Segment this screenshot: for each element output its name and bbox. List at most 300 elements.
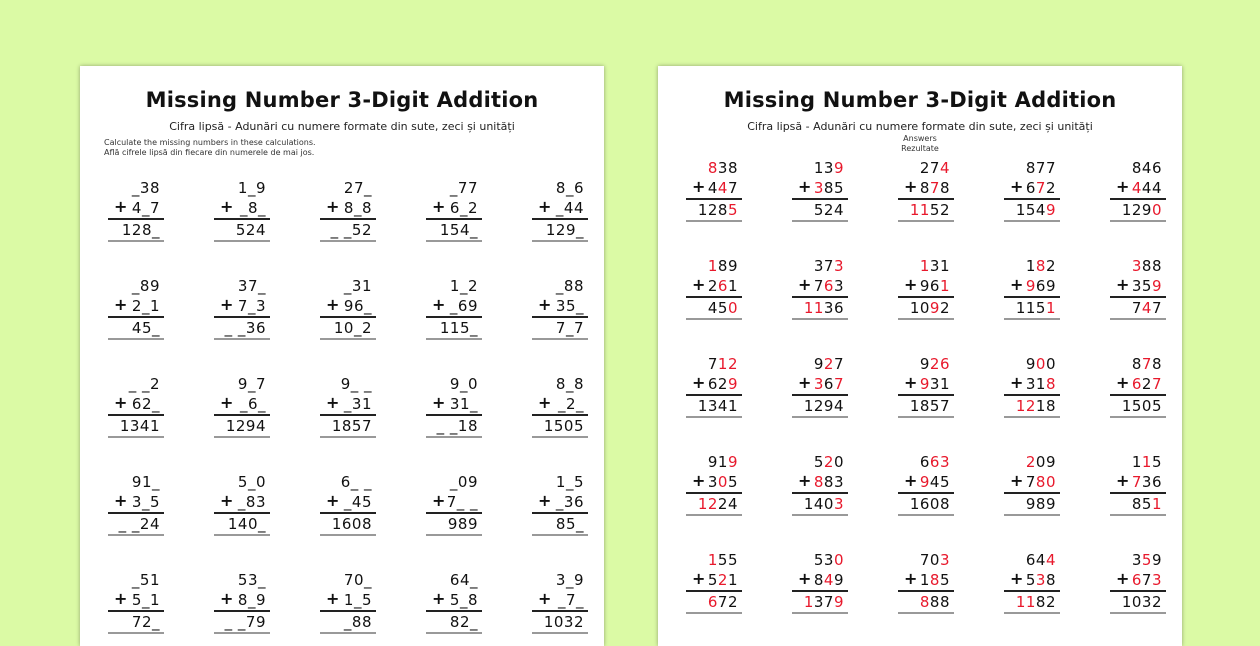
first-addend-value: 5_0 bbox=[237, 473, 266, 491]
first-addend-value: 1_5 bbox=[555, 473, 584, 491]
plus-sign: + bbox=[538, 197, 552, 216]
addition-problem bbox=[792, 256, 848, 320]
sum bbox=[898, 592, 954, 614]
answer-digit: 8 bbox=[813, 473, 824, 491]
first-addend bbox=[1110, 452, 1166, 472]
answer-digit: 4 bbox=[717, 179, 728, 197]
second-addend bbox=[792, 178, 848, 200]
sum-value: 672 bbox=[707, 593, 738, 611]
addition-problem bbox=[108, 276, 164, 340]
answer-digit: 4 bbox=[939, 159, 950, 177]
answer-digit: 1 bbox=[1141, 453, 1152, 471]
sum-value: 154_ bbox=[439, 221, 478, 239]
addition-problem bbox=[426, 472, 482, 536]
plus-sign: + bbox=[220, 491, 234, 510]
addition-problem bbox=[320, 178, 376, 242]
addition-problem bbox=[320, 472, 376, 536]
addition-problem bbox=[686, 256, 742, 320]
addition-problem bbox=[426, 178, 482, 242]
addition-problem bbox=[426, 570, 482, 634]
answer-digit: 3 bbox=[813, 375, 824, 393]
answer-digit: 63 bbox=[929, 453, 950, 471]
addition-problem bbox=[792, 354, 848, 418]
second-addend bbox=[532, 492, 588, 514]
second-addend bbox=[1004, 472, 1060, 494]
sum-value: 1379 bbox=[803, 593, 844, 611]
addition-problem bbox=[898, 256, 954, 320]
second-addend-value: 35_ bbox=[555, 297, 584, 315]
plus-sign: + bbox=[1010, 471, 1024, 490]
sum-value: _88 bbox=[343, 613, 372, 631]
first-addend-value: 9_7 bbox=[237, 375, 266, 393]
second-addend bbox=[320, 492, 376, 514]
first-addend-value: 91_ bbox=[131, 473, 160, 491]
plus-sign: + bbox=[538, 589, 552, 608]
plus-sign: + bbox=[1116, 275, 1130, 294]
addition-problem bbox=[1110, 158, 1166, 222]
first-addend bbox=[108, 570, 164, 590]
sum bbox=[426, 416, 482, 438]
answer-digit: 8 bbox=[919, 593, 930, 611]
first-addend-value: 9_0 bbox=[449, 375, 478, 393]
addition-problem bbox=[532, 570, 588, 634]
sum-value: 851 bbox=[1131, 495, 1162, 513]
second-addend-value: 1_5 bbox=[343, 591, 372, 609]
addition-problem bbox=[214, 374, 270, 438]
first-addend bbox=[1004, 452, 1060, 472]
addition-problem bbox=[426, 374, 482, 438]
second-addend-value: 62_ bbox=[131, 395, 160, 413]
answer-digit: 9 bbox=[727, 453, 738, 471]
second-addend bbox=[214, 296, 270, 318]
sum-value: 1341 bbox=[119, 417, 160, 435]
sum bbox=[792, 200, 848, 222]
addition-problem bbox=[686, 550, 742, 614]
second-addend-value: _8_ bbox=[239, 199, 266, 217]
answer-digit: 9 bbox=[919, 473, 930, 491]
plus-sign: + bbox=[798, 177, 812, 196]
first-addend-value: 530 bbox=[813, 551, 844, 569]
second-addend-value: 7_ _ bbox=[446, 493, 478, 511]
second-addend bbox=[898, 374, 954, 396]
answer-digit: 5 bbox=[727, 201, 738, 219]
sum-value: 1505 bbox=[1121, 397, 1162, 415]
sum-value: 1608 bbox=[331, 515, 372, 533]
first-addend-value: 155 bbox=[707, 551, 738, 569]
second-addend-value: 763 bbox=[813, 277, 844, 295]
second-addend bbox=[108, 198, 164, 220]
second-addend-value: 4_7 bbox=[131, 199, 160, 217]
answer-digit: 12 bbox=[697, 495, 718, 513]
addition-problem bbox=[320, 276, 376, 340]
second-addend-value: 736 bbox=[1131, 473, 1162, 491]
sum bbox=[792, 298, 848, 320]
worksheet-answers bbox=[658, 66, 1182, 646]
answer-digit: 3 bbox=[833, 495, 844, 513]
sum-value: 888 bbox=[919, 593, 950, 611]
first-addend-value: _38 bbox=[131, 179, 160, 197]
first-addend-value: 115 bbox=[1131, 453, 1162, 471]
first-addend bbox=[898, 354, 954, 374]
addition-problem bbox=[1004, 256, 1060, 320]
second-addend-value: _2_ bbox=[557, 395, 584, 413]
sum-value: 1403 bbox=[803, 495, 844, 513]
answer-digit: 2 bbox=[717, 571, 728, 589]
second-addend-value: 261 bbox=[707, 277, 738, 295]
sum-value: 1549 bbox=[1015, 201, 1056, 219]
plus-sign: + bbox=[1116, 373, 1130, 392]
addition-problem bbox=[898, 354, 954, 418]
answer-digit: 9 bbox=[929, 299, 940, 317]
answer-digit: 6 bbox=[1131, 571, 1142, 589]
second-addend-value: 185 bbox=[919, 571, 950, 589]
sum bbox=[320, 416, 376, 438]
first-addend bbox=[426, 276, 482, 296]
first-addend-value: 53_ bbox=[237, 571, 266, 589]
sum bbox=[686, 396, 742, 418]
sum-value: 129_ bbox=[545, 221, 584, 239]
second-addend bbox=[320, 590, 376, 612]
sum bbox=[532, 220, 588, 242]
sum-value: 1092 bbox=[909, 299, 950, 317]
sum-value: 1341 bbox=[697, 397, 738, 415]
second-addend bbox=[686, 472, 742, 494]
sum-value: 140_ bbox=[227, 515, 266, 533]
first-addend bbox=[898, 158, 954, 178]
addition-problem bbox=[792, 550, 848, 614]
addition-problem bbox=[532, 276, 588, 340]
second-addend-value: 969 bbox=[1025, 277, 1056, 295]
first-addend bbox=[1004, 158, 1060, 178]
first-addend bbox=[320, 472, 376, 492]
answer-digit: 0 bbox=[833, 551, 844, 569]
second-addend bbox=[426, 394, 482, 416]
answer-digit: 8 bbox=[1035, 257, 1046, 275]
second-addend bbox=[898, 276, 954, 298]
sum-value: 1136 bbox=[803, 299, 844, 317]
sum-value: 450 bbox=[707, 299, 738, 317]
first-addend-value: 3_9 bbox=[555, 571, 584, 589]
first-addend-value: 919 bbox=[707, 453, 738, 471]
answer-digit: 1 bbox=[707, 551, 718, 569]
first-addend-value: 644 bbox=[1025, 551, 1056, 569]
answer-digit: 9 bbox=[1151, 277, 1162, 295]
second-addend bbox=[1110, 472, 1166, 494]
first-addend bbox=[686, 256, 742, 276]
second-addend bbox=[108, 492, 164, 514]
sum-value: 1857 bbox=[331, 417, 372, 435]
first-addend bbox=[1110, 550, 1166, 570]
first-addend bbox=[1110, 256, 1166, 276]
worksheet-questions bbox=[80, 66, 604, 646]
plus-sign: + bbox=[326, 393, 340, 412]
plus-sign: + bbox=[904, 471, 918, 490]
second-addend-value: 627 bbox=[1131, 375, 1162, 393]
sum-value: _ _36 bbox=[224, 319, 266, 337]
first-addend bbox=[214, 472, 270, 492]
second-addend bbox=[1004, 276, 1060, 298]
sum bbox=[1004, 200, 1060, 222]
sum bbox=[532, 514, 588, 536]
answer-digit: 6 bbox=[717, 277, 728, 295]
answer-digit: 6 bbox=[707, 593, 718, 611]
sum-value: 1294 bbox=[225, 417, 266, 435]
plus-sign: + bbox=[538, 491, 552, 510]
first-addend bbox=[320, 374, 376, 394]
sum bbox=[1110, 494, 1166, 516]
second-addend-value: 8_9 bbox=[237, 591, 266, 609]
sum bbox=[1110, 396, 1166, 418]
first-addend-value: 846 bbox=[1131, 159, 1162, 177]
first-addend-value: 274 bbox=[919, 159, 950, 177]
second-addend bbox=[214, 198, 270, 220]
sum-value: 1857 bbox=[909, 397, 950, 415]
sum-value: 85_ bbox=[555, 515, 584, 533]
sum bbox=[686, 592, 742, 614]
first-addend bbox=[108, 472, 164, 492]
second-addend-value: 7_3 bbox=[237, 297, 266, 315]
sum bbox=[320, 318, 376, 340]
plus-sign: + bbox=[692, 177, 706, 196]
answer-digit: 2 bbox=[823, 453, 834, 471]
answer-digit: 8 bbox=[707, 159, 718, 177]
sum bbox=[532, 318, 588, 340]
sum-value: 1152 bbox=[909, 201, 950, 219]
plus-sign: + bbox=[220, 197, 234, 216]
first-addend bbox=[108, 178, 164, 198]
addition-problem bbox=[108, 570, 164, 634]
plus-sign: + bbox=[220, 393, 234, 412]
sum bbox=[108, 612, 164, 634]
sum-value: 72_ bbox=[131, 613, 160, 631]
second-addend-value: _7_ bbox=[557, 591, 584, 609]
sum-value: 1224 bbox=[697, 495, 738, 513]
plus-sign: + bbox=[538, 393, 552, 412]
first-addend bbox=[792, 452, 848, 472]
sum-value: _ _18 bbox=[436, 417, 478, 435]
first-addend-value: _89 bbox=[131, 277, 160, 295]
first-addend-value: 926 bbox=[919, 355, 950, 373]
second-addend-value: 629 bbox=[707, 375, 738, 393]
answer-digit: 3 bbox=[1035, 571, 1046, 589]
plus-sign: + bbox=[114, 393, 128, 412]
sum bbox=[686, 298, 742, 320]
second-addend-value: _31 bbox=[343, 395, 372, 413]
first-addend bbox=[532, 472, 588, 492]
second-addend-value: 2_1 bbox=[131, 297, 160, 315]
sum-value: 989 bbox=[1025, 495, 1056, 513]
sum-value: 45_ bbox=[131, 319, 160, 337]
second-addend-value: 8_8 bbox=[343, 199, 372, 217]
first-addend-value: 877 bbox=[1025, 159, 1056, 177]
answer-digit: 0 bbox=[727, 299, 738, 317]
addition-problem bbox=[898, 158, 954, 222]
plus-sign: + bbox=[904, 275, 918, 294]
sum bbox=[898, 396, 954, 418]
addition-problem bbox=[532, 178, 588, 242]
addition-problem bbox=[686, 452, 742, 516]
answer-digit: 2 bbox=[1025, 453, 1036, 471]
answer-digit: 0 bbox=[717, 473, 728, 491]
first-addend-value: _51 bbox=[131, 571, 160, 589]
plus-sign: + bbox=[1010, 373, 1024, 392]
answer-digit: 9 bbox=[727, 375, 738, 393]
sum bbox=[108, 416, 164, 438]
second-addend bbox=[426, 492, 482, 514]
addition-problem bbox=[1110, 354, 1166, 418]
sum-value: 1290 bbox=[1121, 201, 1162, 219]
plus-sign: + bbox=[692, 373, 706, 392]
first-addend-value: 37_ bbox=[237, 277, 266, 295]
plus-sign: + bbox=[538, 295, 552, 314]
second-addend bbox=[686, 178, 742, 200]
plus-sign: + bbox=[220, 589, 234, 608]
second-addend-value: _36 bbox=[555, 493, 584, 511]
second-addend-value: 444 bbox=[1131, 179, 1162, 197]
answer-digit: 7 bbox=[1035, 179, 1046, 197]
second-addend bbox=[214, 492, 270, 514]
sum bbox=[532, 612, 588, 634]
first-addend bbox=[686, 550, 742, 570]
addition-problem bbox=[320, 374, 376, 438]
first-addend bbox=[214, 178, 270, 198]
answer-digit: 3 bbox=[1131, 257, 1142, 275]
second-addend-value: 883 bbox=[813, 473, 844, 491]
plus-sign: + bbox=[114, 589, 128, 608]
plus-sign: + bbox=[220, 295, 234, 314]
second-addend bbox=[1110, 374, 1166, 396]
sum bbox=[532, 416, 588, 438]
answer-digit: 9 bbox=[1025, 277, 1036, 295]
first-addend-value: 900 bbox=[1025, 355, 1056, 373]
addition-problem bbox=[1110, 256, 1166, 320]
sum-value: 10_2 bbox=[333, 319, 372, 337]
plus-sign: + bbox=[798, 275, 812, 294]
second-addend bbox=[214, 394, 270, 416]
addition-problem bbox=[898, 550, 954, 614]
first-addend-value: 8_6 bbox=[555, 179, 584, 197]
addition-problem bbox=[1110, 550, 1166, 614]
answer-digit: 8 bbox=[929, 571, 940, 589]
sum-value: 524 bbox=[235, 221, 266, 239]
first-addend-value: 64_ bbox=[449, 571, 478, 589]
first-addend bbox=[532, 570, 588, 590]
second-addend-value: 673 bbox=[1131, 571, 1162, 589]
second-addend-value: 878 bbox=[919, 179, 950, 197]
answer-digit: 4 bbox=[1131, 179, 1142, 197]
sum-value: _ _79 bbox=[224, 613, 266, 631]
plus-sign: + bbox=[432, 393, 446, 412]
addition-problem bbox=[1004, 158, 1060, 222]
addition-problem bbox=[686, 354, 742, 418]
answer-digit: 7 bbox=[1141, 355, 1152, 373]
second-addend bbox=[792, 570, 848, 592]
first-addend bbox=[214, 570, 270, 590]
plus-sign: + bbox=[432, 589, 446, 608]
answer-digit: 1 bbox=[919, 257, 930, 275]
sum bbox=[214, 318, 270, 340]
first-addend-value: 139 bbox=[813, 159, 844, 177]
second-addend bbox=[426, 198, 482, 220]
second-addend-value: 849 bbox=[813, 571, 844, 589]
addition-problem bbox=[1110, 452, 1166, 516]
sum-value: 989 bbox=[447, 515, 478, 533]
first-addend-value: 131 bbox=[919, 257, 950, 275]
answers-label-english: Answers bbox=[903, 134, 937, 143]
plus-sign: + bbox=[326, 589, 340, 608]
addition-problem bbox=[214, 570, 270, 634]
first-addend-value: 1_9 bbox=[237, 179, 266, 197]
sum bbox=[1004, 298, 1060, 320]
answer-digit: 0 bbox=[1035, 355, 1046, 373]
sum bbox=[320, 220, 376, 242]
answers-label-romanian: Rezultate bbox=[901, 144, 939, 153]
sum-value: 1218 bbox=[1015, 397, 1056, 415]
sum-value: 1285 bbox=[697, 201, 738, 219]
answer-digit: 9 bbox=[833, 593, 844, 611]
sum bbox=[898, 200, 954, 222]
sum-value: 1032 bbox=[543, 613, 584, 631]
plus-sign: + bbox=[904, 177, 918, 196]
addition-problem bbox=[214, 276, 270, 340]
second-addend-value: 305 bbox=[707, 473, 738, 491]
sum-value: 7_7 bbox=[555, 319, 584, 337]
plus-sign: + bbox=[114, 295, 128, 314]
second-addend-value: 780 bbox=[1025, 473, 1056, 491]
sum bbox=[792, 396, 848, 418]
first-addend-value: 520 bbox=[813, 453, 844, 471]
answer-digit: 7 bbox=[1151, 375, 1162, 393]
second-addend bbox=[532, 394, 588, 416]
first-addend-value: 838 bbox=[707, 159, 738, 177]
answer-digit: 80 bbox=[1035, 473, 1056, 491]
second-addend bbox=[898, 472, 954, 494]
addition-problem bbox=[108, 178, 164, 242]
answer-digit: 26 bbox=[929, 355, 950, 373]
plus-sign: + bbox=[692, 471, 706, 490]
second-addend bbox=[532, 590, 588, 612]
first-addend bbox=[898, 550, 954, 570]
second-addend-value: 447 bbox=[707, 179, 738, 197]
answer-digit: 6 bbox=[823, 277, 834, 295]
first-addend bbox=[686, 452, 742, 472]
worksheet-title: Missing Number 3-Digit Addition bbox=[145, 88, 539, 112]
plus-sign: + bbox=[1116, 471, 1130, 490]
second-addend bbox=[1004, 178, 1060, 200]
plus-sign: + bbox=[326, 295, 340, 314]
sum bbox=[214, 612, 270, 634]
first-addend bbox=[898, 256, 954, 276]
sum-value: 128_ bbox=[121, 221, 160, 239]
answer-digit: 7 bbox=[833, 375, 844, 393]
second-addend-value: 3_5 bbox=[131, 493, 160, 511]
answer-digit: 1 bbox=[1045, 299, 1056, 317]
answer-digit: 2 bbox=[823, 355, 834, 373]
second-addend-value: _83 bbox=[237, 493, 266, 511]
answer-digit: 4 bbox=[1141, 299, 1152, 317]
first-addend bbox=[1110, 354, 1166, 374]
first-addend bbox=[320, 178, 376, 198]
second-addend bbox=[320, 394, 376, 416]
second-addend-value: 6_2 bbox=[449, 199, 478, 217]
second-addend bbox=[532, 198, 588, 220]
first-addend-value: _ _2 bbox=[128, 375, 160, 393]
answer-digit: 5 bbox=[1141, 551, 1152, 569]
plus-sign: + bbox=[114, 491, 128, 510]
addition-problem bbox=[1004, 452, 1060, 516]
first-addend-value: _31 bbox=[343, 277, 372, 295]
answer-digit: 12 bbox=[1015, 397, 1036, 415]
